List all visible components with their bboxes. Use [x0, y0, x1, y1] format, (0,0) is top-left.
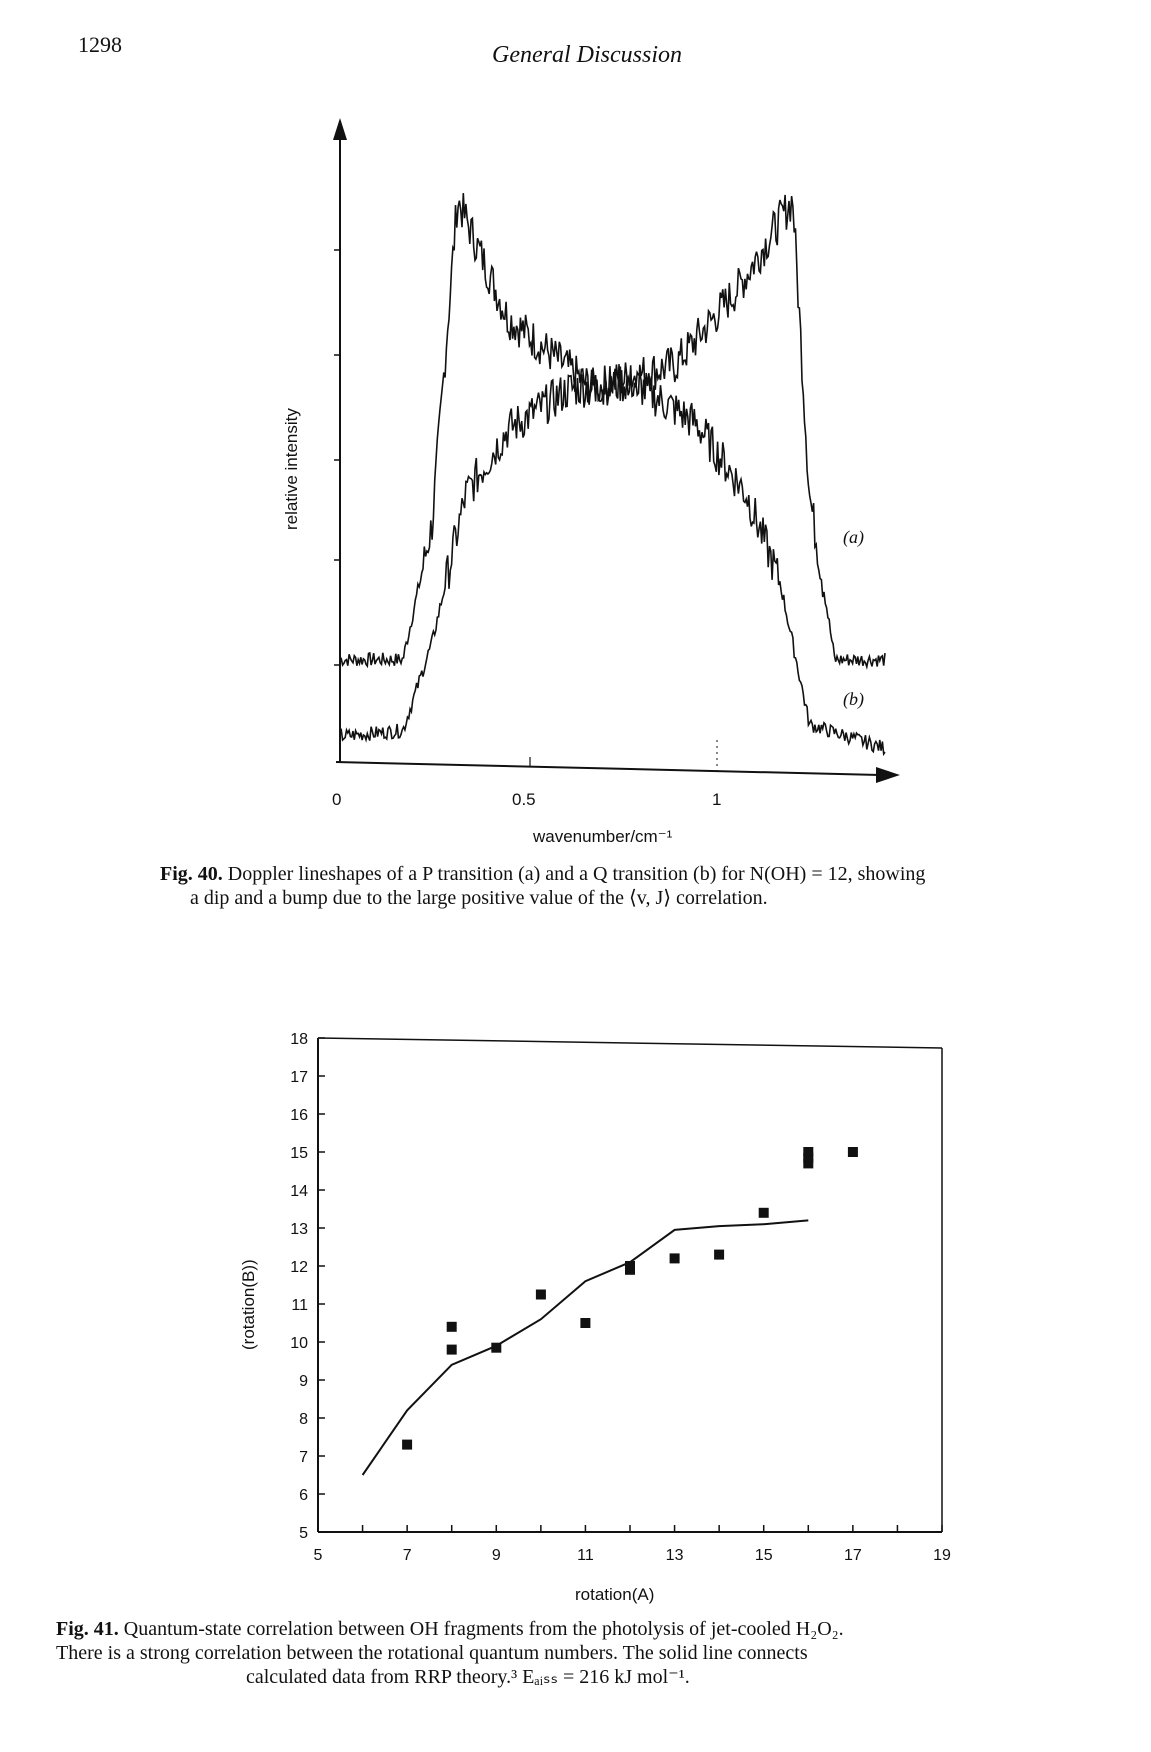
figure-41-caption	[56, 1617, 1116, 1689]
fig41-data-point	[848, 1147, 858, 1157]
fig41-points-group	[402, 1147, 858, 1450]
fig41-y-tick-label: 16	[290, 1107, 308, 1124]
fig41-data-point	[714, 1250, 724, 1260]
fig41-y-tick-label: 12	[290, 1259, 308, 1276]
figure-40-label: Fig. 40.	[160, 863, 223, 885]
fig41-y-tick-label: 11	[291, 1297, 308, 1314]
fig41-data-point	[625, 1265, 635, 1275]
fig40-y-axis-label: relative intensity	[282, 408, 301, 530]
fig41-y-tick-label: 10	[290, 1335, 308, 1352]
fig40-series-line-b	[340, 364, 885, 754]
fig41-frame	[318, 1038, 942, 1532]
fig41-data-point	[447, 1322, 457, 1332]
fig41-data-point	[803, 1147, 813, 1157]
fig41-y-tick-label: 8	[299, 1411, 308, 1428]
fig40-x-tick-1: 0.5	[512, 790, 536, 809]
fig41-y-tick-label: 17	[290, 1069, 308, 1086]
figure-41-caption-line-2: There is a strong correlation between the rotational quantum numbers. The solid line connects	[56, 1642, 808, 1664]
fig41-data-point	[803, 1158, 813, 1168]
fig41-y-tick-label: 7	[299, 1449, 308, 1466]
fig41-y-tick-label: 13	[290, 1221, 308, 1238]
fig40-series-b-label: (b)	[843, 689, 864, 709]
fig41-theory-line-group	[363, 1220, 809, 1475]
fig41-x-tick-label: 17	[843, 1547, 862, 1564]
fig41-data-point	[402, 1440, 412, 1450]
fig40-x-axis-label: wavenumber/cm⁻¹	[533, 827, 673, 846]
fig41-y-tick-label: 5	[299, 1525, 308, 1542]
figure-40-chart	[0, 0, 1151, 860]
figure-40-caption-line-2: a dip and a bump due to the large positive value of the ⟨v, J⟩ correlation.	[190, 887, 768, 909]
figure-41-label: Fig. 41.	[56, 1618, 119, 1640]
figure-40-caption-line-1: Doppler lineshapes of a P transition (a) and a Q transition (b) for N(OH) = 12, showing	[227, 863, 926, 885]
fig41-x-tick-label: 5	[313, 1547, 323, 1564]
figure-41-caption-line-3: calculated data from RRP theory.³ Eₐᵢₛₛ = 216 kJ mol⁻¹.	[246, 1666, 690, 1688]
fig41-data-point	[447, 1345, 457, 1355]
fig41-data-point	[759, 1208, 769, 1218]
fig41-theory-line	[363, 1220, 809, 1475]
fig41-data-point	[491, 1343, 501, 1353]
fig41-x-ticks	[314, 1525, 951, 1564]
fig41-x-axis-label: rotation(A)	[575, 1585, 655, 1604]
fig41-x-tick-label: 15	[754, 1547, 773, 1564]
page-number: 1298	[78, 32, 122, 57]
fig41-y-tick-label: 18	[290, 1031, 308, 1048]
fig41-data-point	[670, 1253, 680, 1263]
fig41-y-tick-label: 6	[299, 1487, 308, 1504]
fig41-x-tick-label: 11	[577, 1547, 594, 1564]
fig41-y-tick-label: 15	[290, 1145, 308, 1162]
figure-41-caption-line-1: Quantum-state correlation between OH fragments from the photolysis of jet-cooled H₂O₂.	[123, 1618, 844, 1640]
fig41-data-point	[536, 1290, 546, 1300]
fig41-data-point	[580, 1318, 590, 1328]
fig41-y-axis-label: (rotation(B))	[239, 1259, 258, 1350]
fig41-y-ticks	[290, 1031, 325, 1542]
fig41-data-point	[803, 1153, 813, 1163]
fig41-data-point	[625, 1261, 635, 1271]
fig40-series-group	[340, 193, 885, 754]
figure-40-caption	[160, 862, 1120, 910]
fig41-x-tick-label: 7	[402, 1547, 412, 1564]
fig41-y-tick-label: 14	[290, 1183, 308, 1200]
fig41-x-tick-label: 9	[491, 1547, 501, 1564]
fig40-x-tick-2: 1	[712, 790, 722, 809]
fig41-x-tick-label: 13	[665, 1547, 684, 1564]
fig41-x-tick-label: 19	[933, 1547, 951, 1564]
fig40-x-tick-0: 0	[332, 790, 342, 809]
fig41-y-tick-label: 9	[299, 1373, 308, 1390]
running-head: General Discussion	[492, 42, 682, 68]
fig40-series-a-label: (a)	[843, 527, 864, 547]
fig40-series-line-a	[340, 193, 885, 667]
